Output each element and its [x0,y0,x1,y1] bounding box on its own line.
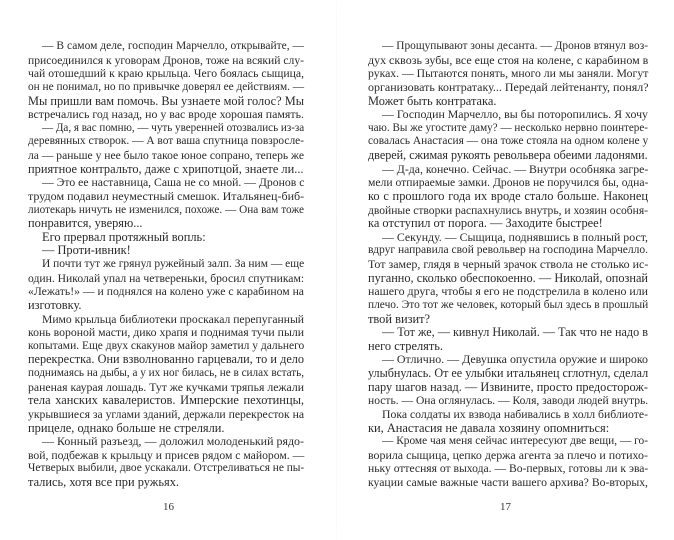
text-line: руках. — Пытаются понять, много ли мы заняли. Могут [368,67,649,81]
text-line: ворила сыщица, цепко держа агента за плечо и потихо- [368,447,648,462]
text-line: — Господин Марчелло, вы бы поторопились. Я хочу [382,107,648,122]
text-line: поднимаясь на дыбы, а у их ног билась, не в силах встать, [28,367,305,379]
text-line: куации самые важные части вашего архива? Во-вторых, [368,476,648,489]
text-line: — Прощупывают зоны десанта. — Дронов втянул воз- [382,40,648,52]
text-line: дух сквозь зубы, все еще стоя на колене, с карабином в [368,52,649,67]
text-line: один. Николай упал на четвереньки, бросил спутникам: [28,271,305,285]
text-line: вой, подбежав к крыльцу и присев рядом с майором. — [28,448,305,462]
text-line: присоединился к уговорам Дронов, тоже на всякий слу- [28,53,304,67]
text-line: прицеле, однако больше не стреляли. [28,420,225,435]
text-line: Четверых выбили, двое ускакали. Отстреливаться не пы- [28,462,305,475]
text-line: копытами. Еще двух скакунов майор заметил у дальнего [28,339,305,352]
text-line: улыбнулась. От ее улыбки итальянец сглотнул, сделал [368,366,649,380]
text-line: деревянных створок. — А вот ваша спутница повзросле- [28,135,304,148]
text-line: двойные створки распахнулись внутрь, и хозяин особня- [368,203,648,217]
text-line: ла — раньше у нее было такое юное сопрано, теперь же [28,149,304,162]
page-number-right: 17 [500,501,511,513]
text-line: раненая каурая лошадь. Тут же кучками тряпья лежали [28,380,304,394]
text-line: Может быть контратака. [368,93,497,108]
text-line: ньку оттесняя от выхода. — Во-первых, готовы ли к эва- [368,462,649,476]
text-line: пуганно, сколько обеспокоенно. — Николай, опознай [368,270,648,285]
text-line: укрывшиеся за углами зданий, держали перекресток на [28,407,304,421]
text-line: Пока солдаты их взвода набивались в холл библиоте- [382,407,648,421]
text-line: — Кроме чая меня сейчас интересуют две вещи, — го- [382,435,648,448]
text-line: Тот замер, глядя в черный зрачок ствола не столько ис- [368,257,649,271]
text-line: тались, хотя все при ружьях. [28,475,179,489]
text-line: совалась Анастасия — она тоже стояла на одном колене у [368,135,649,148]
text-line: ки, Анастасия не давала хозяину опомниться: [368,420,610,435]
page-number-left: 16 [163,501,174,513]
text-line: конь вороной масти, дико храпя и поднимая тучи пыли [28,326,304,340]
text-line: — Отлично. — Девушка опустила оружие и широко [382,352,648,367]
text-line: — Секунду. — Сыщица, поднявшись в полный рост, [382,229,648,244]
text-line: лиотекарь ничуть не изменился, похоже. — Она вам тоже [28,203,304,216]
text-line: твой визит? [368,311,431,326]
text-line: «Лежать!» — и поднялся на колено уже с карабином на [28,285,304,299]
text-line: тела ханских кавалеристов. Имперские пехотинцы, [28,393,304,408]
text-line: организовать контратаку... Передай лейтенанту, понял? [368,79,649,94]
text-line: — Да, я вас помню, — чуть уверенней отозвались из-за [42,121,305,134]
text-line: Мы пришли вам помочь. Вы узнаете мой голос? Мы [28,93,304,108]
text-line: — Тот же, — кивнул Николай. — Так что не надо в [382,325,648,340]
text-line: него стрелять. [368,338,444,353]
text-line: — В самом деле, господин Марчелло, открывайте, — [42,40,304,52]
text-line: вдруг направила свой револьвер на господина Марчелло. [368,244,649,257]
text-line: нашего друга, чтобы я его не подстрелила в колено или [368,284,648,299]
text-line: — Это ее наставница, Саша не со мной. — Дронов с [42,176,305,190]
text-line: ность. — Она оглянулась. — Коля, заводи людей внутрь. [368,394,649,408]
text-line: перекрестка. Они взволнованно гарцевали, то и дело [28,352,304,367]
right-page-text [368,40,648,490]
text-line: дверей, сжимая рукоять револьвера обеими ладонями. [368,148,648,162]
text-line: пару шагов назад. — Извините, просто предосторож- [368,379,648,394]
text-line: трудом подавил неуместный смешок. Итальянец-биб- [28,188,305,203]
text-line: встречались год назад, но у вас вроде хорошая память. [28,107,304,122]
text-line: понравится, уверяю... [28,216,143,231]
text-line: мели отпираемые замки. Дронов не поручился бы, одна- [368,176,649,190]
right-page [337,0,674,540]
text-line: плечо. Это тот же человек, который был здесь в прошлый [368,298,649,311]
text-line: чай отошедший к краю крыльца. Чего боялась сыщица, [28,67,304,81]
text-line: ка отступил от порога. — Заходите быстрее! [368,216,603,231]
text-line: чаю. Вы же угостите даму? — несколько нервно поинтере- [368,121,648,134]
text-line: Мимо крыльца библиотеки проскакал перепуганный [42,312,304,326]
text-line: — Проти-ивник! [42,243,131,258]
text-line: изготовку. [28,297,82,312]
text-line: И почти тут же грянул ружейный залп. За ним — еще [42,258,305,270]
text-line: приятное контральто, даже с хрипотцой, знаете ли... [28,161,304,176]
text-line: — Д-да, конечно. Сейчас. — Внутри особняка загре- [382,161,649,176]
text-line: ко с прошлого года их вроде стало больше. Наконец [368,188,648,203]
text-line: он не понимал, но по привычке доверял ее действиям. — [28,80,305,93]
left-page-text [28,40,304,490]
text-line: Его прервал протяжный вопль: [42,229,206,244]
text-line: — Конный разъезд, — доложил молоденький рядо- [42,434,304,449]
